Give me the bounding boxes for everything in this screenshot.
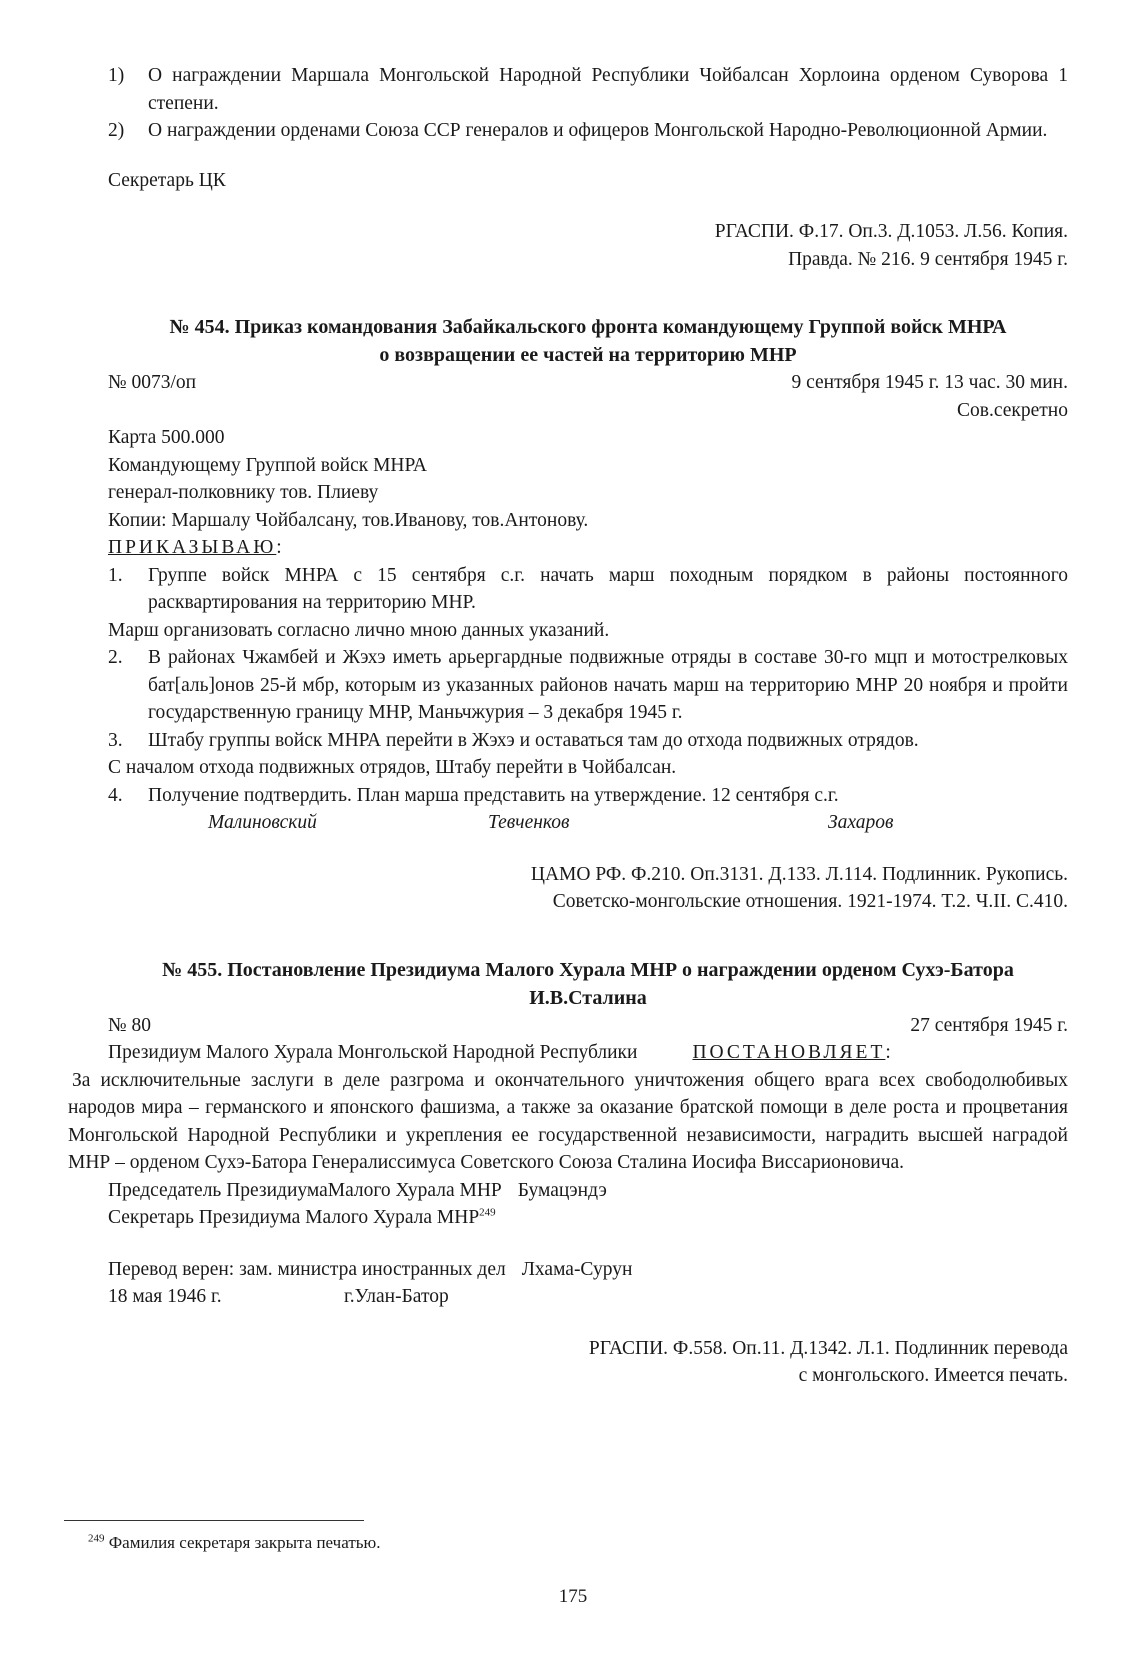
order-heading: ПРИКАЗЫВАЮ: <box>108 537 282 558</box>
document-page <box>68 62 1068 1390</box>
order-note: Марш организовать согласно лично мною данных указаний. <box>108 619 610 641</box>
order-item: 3. Штабу группы войск МНРА перейти в Жэхэ и оставаться там до отхода подвижных отрядов. <box>108 729 919 751</box>
document-number: № 0073/оп <box>108 372 197 393</box>
source-citation: РГАСПИ. Ф.17. Оп.3. Д.1053. Л.56. Копия. <box>714 221 1068 242</box>
list-item <box>108 117 1068 145</box>
item-number: 2) <box>108 120 125 141</box>
source-citation: Советско-монгольские отношения. 1921-1974. Т.2. Ч.II. С.410. <box>552 891 1068 912</box>
document-title: № 455. Постановление Президиума Малого Хурала МНР о награждении орденом Сухэ-Батора <box>162 958 1014 981</box>
source-citation: РГАСПИ. Ф.558. Оп.11. Д.1342. Л.1. Подлинник перевода <box>588 1337 1068 1359</box>
translator-name: Лхама-Сурун <box>521 1258 633 1280</box>
signatures-row <box>108 809 1068 837</box>
document-date: 27 сентября 1945 г. <box>910 1014 1068 1036</box>
footnote-divider <box>64 1520 364 1521</box>
addressee: генерал-полковнику тов. Плиеву <box>108 482 379 503</box>
signature-secretary: Секретарь ЦК <box>108 169 226 191</box>
map-reference: Карта 500.000 <box>108 427 225 448</box>
footnote-text: Фамилия секретаря закрыта печатью. <box>108 1533 381 1552</box>
document-header-row <box>108 1012 1068 1040</box>
signer: Захаров <box>828 812 894 833</box>
source-citation: Правда. № 216. 9 сентября 1945 г. <box>788 248 1068 270</box>
document-header-row <box>108 369 1068 397</box>
decree-word: ПОСТАНОВЛЯЕТ <box>692 1042 886 1063</box>
footnote-reference: 249 <box>479 1206 496 1219</box>
order-word: ПРИКАЗЫВАЮ <box>108 537 277 558</box>
footnote <box>88 1532 380 1554</box>
issuer: Президиум Малого Хурала Монгольской Народной Республики <box>108 1042 638 1063</box>
secretary-line: Секретарь Президиума Малого Хурала МНР$^{249}$ <box>108 1206 496 1228</box>
signer: Тевченков <box>488 812 570 833</box>
chairman-name: Бумацэндэ <box>517 1179 607 1201</box>
copies-line: Копии: Маршалу Чойбалсану, тов.Иванову, тов.Антонову. <box>108 509 589 531</box>
signer: Малиновский <box>208 812 317 833</box>
decree-body: За исключительные заслуги в деле разгрома и окончательного уничтожения общего врага всех свободолюбивых народов мира – германского и японского фашизма, а также за оказание братской помощи в деле роста и процветания Монгольской Народной Республики и укрепления ее государственной независимости, наградить высшей наградой МНР – орденом Сухэ-Батора Генералиссимуса Советского Союза Сталина Иосифа Виссарионовича. <box>68 1069 1068 1173</box>
issuer-row: Президиум Малого Хурала Монгольской Народной Республики ПОСТАНОВЛЯЕТ: <box>108 1042 891 1063</box>
addressee: Командующему Группой войск МНРА <box>108 454 427 476</box>
source-citation: с монгольского. Имеется печать. <box>798 1365 1068 1386</box>
document-title: И.В.Сталина <box>529 986 647 1009</box>
page-number: 175 <box>558 1586 588 1607</box>
source-citation: ЦАМО РФ. Ф.210. Оп.3131. Д.133. Л.114. Подлинник. Рукопись. <box>530 863 1068 885</box>
translation-line: Перевод верен: зам. министра иностранных дел Лхама-Сурун <box>108 1258 633 1280</box>
document-title: о возвращении ее частей на территорию МНР <box>379 344 797 366</box>
item-number: 1) <box>108 65 125 86</box>
document-date: 9 сентября 1945 г. 13 час. 30 мин. <box>791 372 1068 393</box>
document-number: № 80 <box>108 1014 151 1036</box>
translation-date-line: 18 мая 1946 г. г.Улан-Батор <box>108 1286 449 1307</box>
order-note: С началом отхода подвижных отрядов, Штабу перейти в Чойбалсан. <box>108 757 677 778</box>
item-text: О награждении орденами Союза ССР генералов и офицеров Монгольской Народно-Революционной Армии. <box>148 120 1048 141</box>
document-title: № 454. Приказ командования Забайкальского фронта командующему Группой войск МНРА <box>169 316 1007 338</box>
footnote-marker: 249 <box>88 1532 105 1545</box>
list-item <box>108 62 1068 117</box>
item-text: О награждении Маршала Монгольской Народной Республики Чойбалсан Хорлоина орденом Суворова 1 степени. <box>148 65 1068 114</box>
translation-place: г.Улан-Батор <box>344 1286 449 1307</box>
order-item: 1. Группе войск МНРА с 15 сентября с.г. начать марш походным порядком в районы постоянного расквартирования на территорию МНР. <box>108 564 1068 613</box>
classification-mark: Сов.секретно <box>957 399 1068 421</box>
chairman-line: Председатель ПрезидиумаМалого Хурала МНР Бумацэндэ <box>108 1179 607 1201</box>
order-item: 2. В районах Чжамбей и Жэхэ иметь арьергардные подвижные отряды в составе 30-го мцп и мотострелковых бат[аль]онов 25-й мбр, которым из указанных районов начать марш на территорию МНР 20 ноября и пройти государственную границу МНР, Маньчжурия – 3 декабря 1945 г. <box>108 647 1068 723</box>
order-item: 4. Получение подтвердить. План марша представить на утверждение. 12 сентября с.г. <box>108 784 839 806</box>
